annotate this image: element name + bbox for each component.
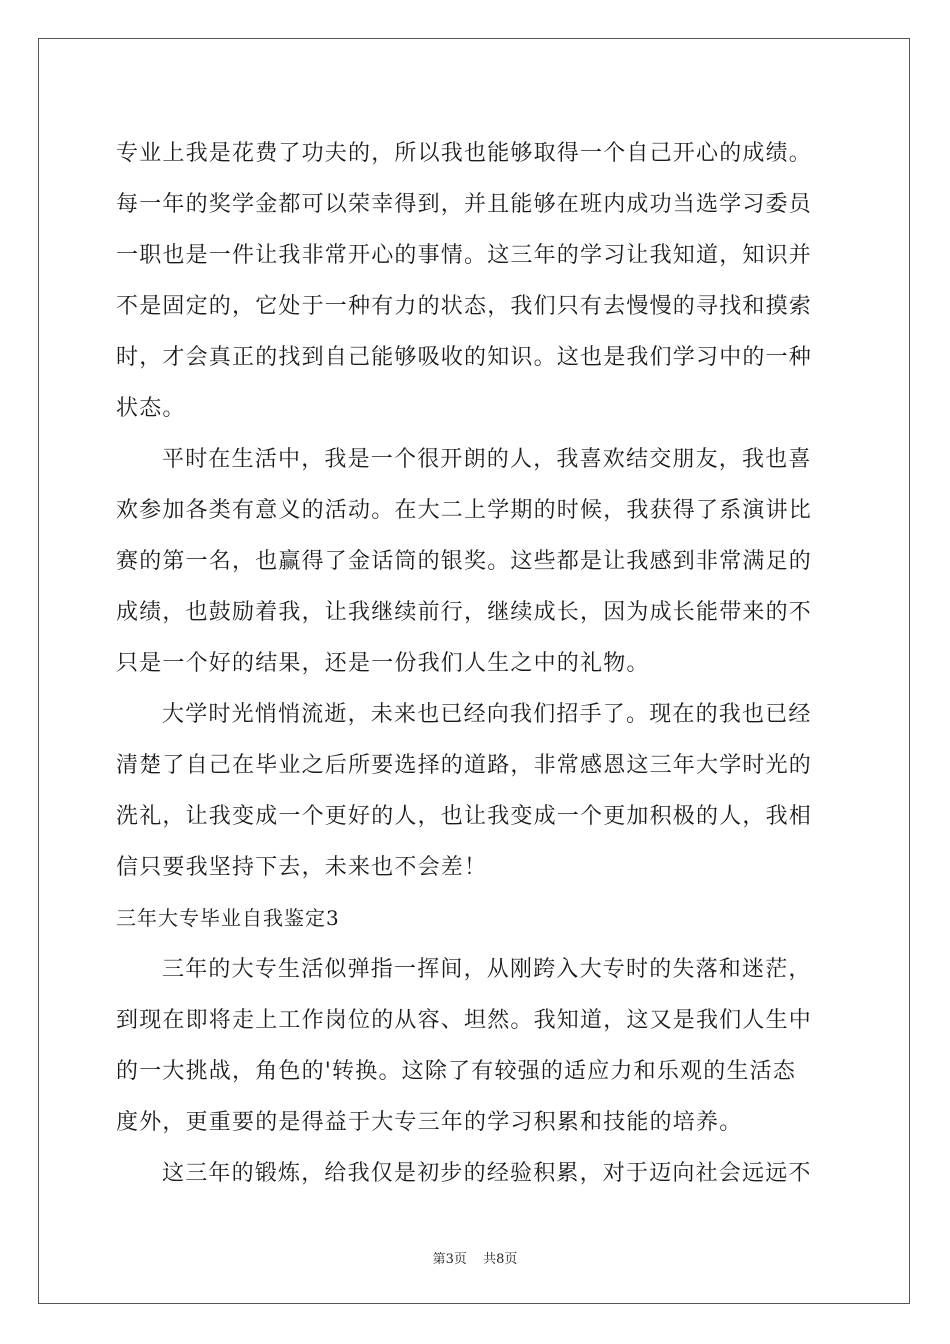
document-body [116,128,836,1199]
text-line: 大学时光悄悄流逝，未来也已经向我们招手了。现在的我也已经 [162,702,812,727]
section-heading: 三年大专毕业自我鉴定3 [116,906,340,930]
text-line: 欢参加各类有意义的活动。在大二上学期的时候，我获得了系演讲比 [116,498,813,523]
text-line: 三年的大专生活似弹指一挥间，从刚跨入大专时的失落和迷茫， [162,957,812,982]
page-number: 第3页 [432,1252,467,1267]
text-line: 不是固定的，它处于一种有力的状态，我们只有去慢慢的寻找和摸索 [116,294,813,319]
paragraph [116,128,836,434]
text-line: 清楚了自己在毕业之后所要选择的道路，非常感恩这三年大学时光的 [116,753,813,778]
text-line: 的一大挑战，角色的'转换。这除了有较强的适应力和乐观的生活态 [116,1059,797,1084]
text-line: 只是一个好的结果，还是一份我们人生之中的礼物。 [116,651,650,676]
text-line: 这三年的锻炼，给我仅是初步的经验积累，对于迈向社会远远不 [162,1161,812,1186]
text-line: 状态。 [116,396,186,421]
text-line: 度外，更重要的是得益于大专三年的学习积累和技能的培养。 [116,1110,743,1135]
text-line: 洗礼，让我变成一个更好的人，也让我变成一个更加积极的人，我相 [116,804,813,829]
paragraph [116,944,836,1148]
page-footer [0,1248,950,1267]
text-line: 一职也是一件让我非常开心的事情。这三年的学习让我知道，知识并 [116,243,813,268]
page-total: 共8页 [483,1252,518,1267]
paragraph [116,434,836,689]
text-line: 专业上我是花费了功夫的，所以我也能够取得一个自己开心的成绩。 [116,141,813,166]
text-line: 到现在即将走上工作岗位的从容、坦然。我知道，这又是我们人生中 [116,1008,813,1033]
text-line: 平时在生活中，我是一个很开朗的人，我喜欢结交朋友，我也喜 [162,447,812,472]
text-line: 信只要我坚持下去，未来也不会差！ [116,855,488,880]
text-line: 时，才会真正的找到自己能够吸收的知识。这也是我们学习中的一种 [116,345,813,370]
text-line: 成绩，也鼓励着我，让我继续前行，继续成长，因为成长能带来的不 [116,600,813,625]
text-line: 赛的第一名，也赢得了金话筒的银奖。这些都是让我感到非常满足的 [116,549,813,574]
paragraph [116,689,836,893]
paragraph [116,1148,836,1199]
text-line: 每一年的奖学金都可以荣幸得到，并且能够在班内成功当选学习委员 [116,192,813,217]
